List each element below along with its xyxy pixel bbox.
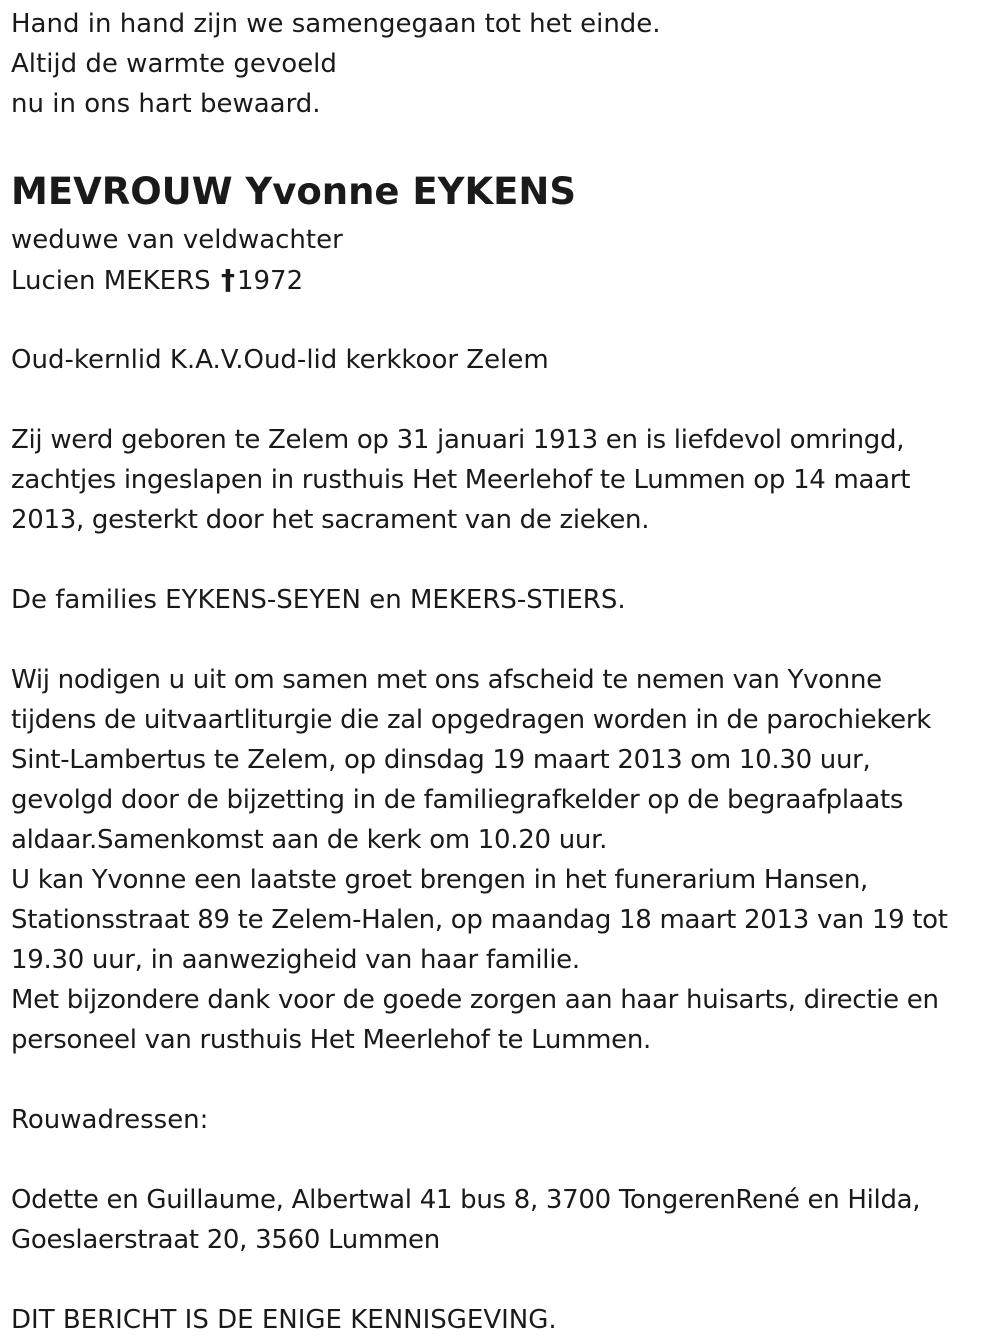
birth-death-line-1: Zij werd geboren te Zelem op 31 januari 1913 en is liefdevol omringd, xyxy=(11,425,905,455)
spacer xyxy=(11,1140,988,1180)
ceremony-line-3: Sint-Lambertus te Zelem, op dinsdag 19 maart 2013 om 10.30 uur, xyxy=(11,745,871,775)
poem xyxy=(11,4,988,124)
poem-line-1: Hand in hand zijn we samengegaan tot het einde. xyxy=(11,9,661,39)
address-line-2: Goeslaerstraat 20, 3560 Lummen xyxy=(11,1225,440,1255)
spacer xyxy=(11,380,988,420)
cross-icon: † xyxy=(220,263,235,296)
deceased-name: MEVROUW Yvonne EYKENS xyxy=(11,170,577,213)
ceremony-line-5: aldaar.Samenkomst aan de kerk om 10.20 uur. xyxy=(11,825,608,855)
spouse-name: Lucien MEKERS xyxy=(11,266,211,296)
ceremony-line-2: tijdens de uitvaartliturgie die zal opgedragen worden in de parochiekerk xyxy=(11,705,932,735)
addresses-list xyxy=(11,1180,988,1260)
ceremony-line-8: 19.30 uur, in aanwezigheid van haar familie. xyxy=(11,945,580,975)
spacer xyxy=(11,300,988,340)
ceremony-line-4: gevolgd door de bijzetting in de familiegrafkelder op de begraafplaats xyxy=(11,785,904,815)
ceremony-line-7: Stationsstraat 89 te Zelem-Halen, op maandag 18 maart 2013 van 19 tot xyxy=(11,905,948,935)
address-line-1: Odette en Guillaume, Albertwal 41 bus 8, 3700 TongerenRené en Hilda, xyxy=(11,1185,921,1215)
families-text: De families EYKENS-SEYEN en MEKERS-STIERS. xyxy=(11,585,626,615)
addresses-heading: Rouwadressen: xyxy=(11,1105,209,1135)
spacer xyxy=(11,1260,988,1300)
ceremony-line-6: U kan Yvonne een laatste groet brengen in het funerarium Hansen, xyxy=(11,865,868,895)
poem-line-2: Altijd de warmte gevoeld xyxy=(11,49,337,79)
poem-line-3: nu in ons hart bewaard. xyxy=(11,89,321,119)
birth-death-line-2: zachtjes ingeslapen in rusthuis Het Meerlehof te Lummen op 14 maart xyxy=(11,465,911,495)
spacer xyxy=(11,540,988,580)
spacer xyxy=(11,620,988,660)
closing-notice: DIT BERICHT IS DE ENIGE KENNISGEVING. xyxy=(11,1305,557,1335)
ceremony-line-9: Met bijzondere dank voor de goede zorgen aan haar huisarts, directie en xyxy=(11,985,939,1015)
spacer xyxy=(11,1060,988,1100)
spouse-line xyxy=(11,260,988,300)
relation-text: weduwe van veldwachter xyxy=(11,225,343,255)
birth-death-line-3: 2013, gesterkt door het sacrament van de zieken. xyxy=(11,505,650,535)
ceremony-line-10: personeel van rusthuis Het Meerlehof te Lummen. xyxy=(11,1025,651,1055)
ceremony-line-1: Wij nodigen u uit om samen met ons afscheid te nemen van Yvonne xyxy=(11,665,882,695)
ceremony-paragraph xyxy=(11,660,988,1060)
memberships-text: Oud-kernlid K.A.V.Oud-lid kerkkoor Zelem xyxy=(11,345,549,375)
spacer xyxy=(11,124,988,164)
spouse-death-year: 1972 xyxy=(236,266,304,296)
birth-death-paragraph xyxy=(11,420,988,540)
